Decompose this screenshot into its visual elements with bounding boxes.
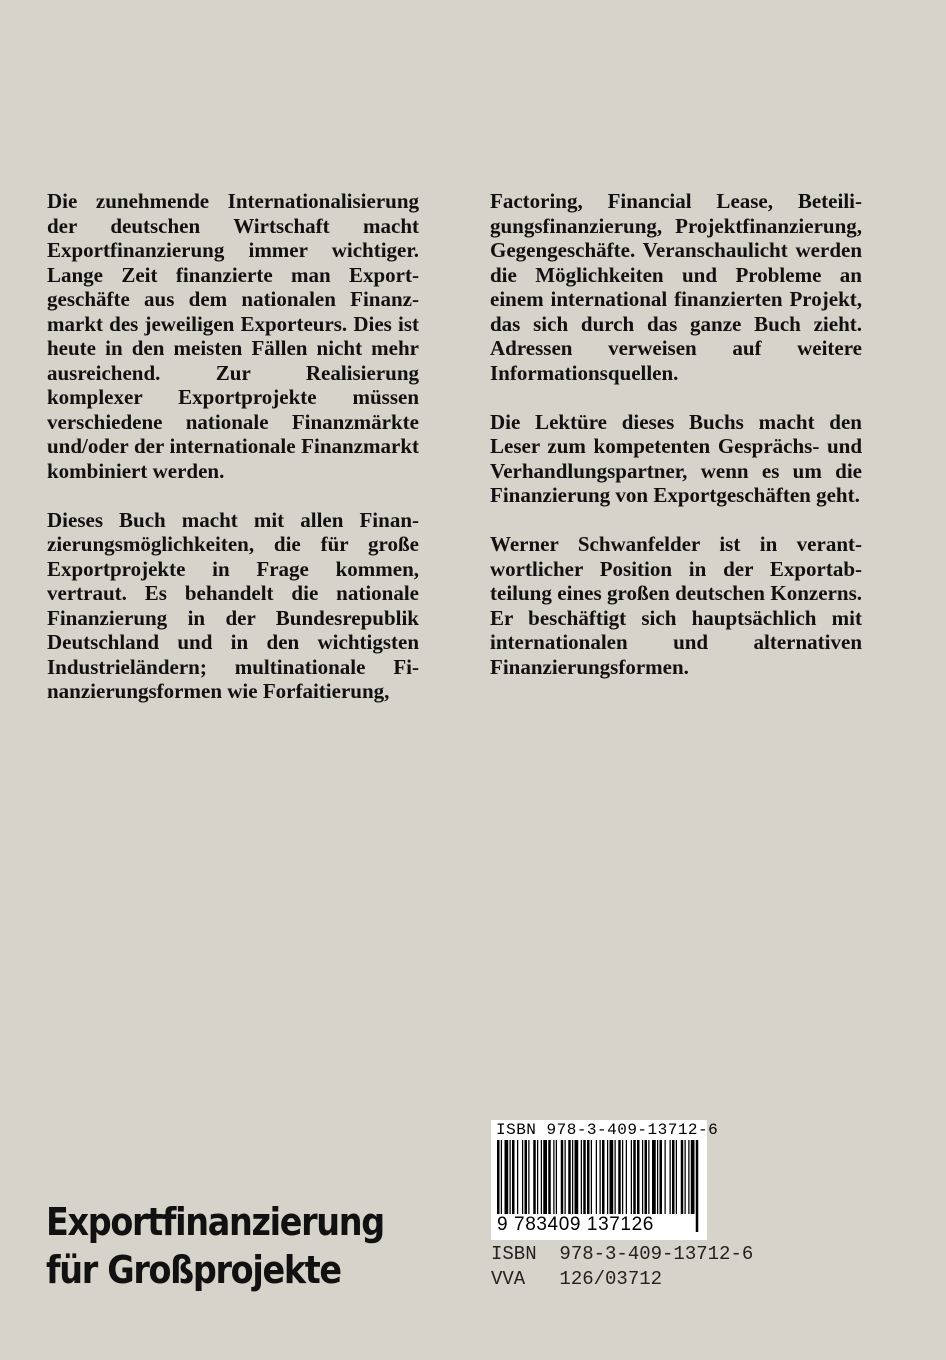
barcode-bar (691, 1140, 695, 1214)
barcode-bar (525, 1140, 528, 1214)
paragraph-financing-forms: Factoring, Financial Lease, Beteiligungsfinanzierung, Projektfinanzierung, Gegengeschäfte. Veranschaulicht werden die Möglichkeiten und Probleme an einem international finanzierten Projekt, das sich durch das ganze Buch zieht. Adressen verweisen auf weitere Informationsquellen. (490, 189, 862, 385)
barcode-bar (633, 1140, 636, 1214)
barcode-bar (676, 1140, 677, 1214)
barcode-bar (672, 1140, 675, 1214)
right-text-column (490, 189, 862, 704)
barcode-bar (615, 1140, 616, 1214)
barcode-bar (510, 1140, 511, 1214)
barcode-bar (533, 1140, 536, 1214)
barcode-bar (631, 1140, 632, 1214)
book-title-line-1: Exportfinanzierung (46, 1200, 384, 1244)
barcode-bar (575, 1140, 579, 1214)
barcode-bar (602, 1140, 605, 1214)
paragraph-book-scope: Dieses Buch macht mit allen Finanzierungsmöglichkeiten, die für große Exportprojekte in Frage kommen, vertraut. Es behandelt die nationale Finanzierung in der Bundesrepublik Deutschland und in den wichtigsten Industrieländern; multinationale Finanzierungsformen wie Forfaitierung, (47, 507, 419, 703)
barcode-bar (572, 1140, 573, 1214)
barcode-bar (505, 1140, 509, 1214)
barcode-digits: 9 783409 137126 (497, 1214, 654, 1235)
paragraph-author-bio: Werner Schwanfelder ist in verantwortlicher Position in der Exportabteilung eines großen deutschen Konzerns. Er beschäftigt sich hauptsächlich mit internationalen und alternativen Finanzierungsformen. (490, 532, 862, 679)
barcode-bar (670, 1140, 671, 1214)
barcode-bar (561, 1140, 564, 1214)
paragraph-intro: Die zunehmende Internationalisierung der deutschen Wirtschaft macht Exportfinanzierung immer wichtiger. Lange Zeit finanzierte man Exportgeschäfte aus dem nationalen Finanzmarkt des jeweiligen Exporteurs. Dies ist heute in den meisten Fällen nicht mehr ausreichend. Zur Realisierung komplexer Exportprojekte müssen verschiedene nationale Finanzmärkte und/oder der internationale Finanzmarkt kombiniert werden. (47, 189, 419, 483)
barcode-bar (645, 1140, 648, 1214)
barcode-bar (568, 1140, 571, 1214)
barcode-bar (556, 1140, 557, 1214)
barcode-bar (622, 1140, 623, 1214)
barcode-bar (607, 1140, 608, 1214)
left-text-column (47, 189, 419, 728)
barcode-bar (688, 1140, 689, 1214)
paragraph-reader-benefit: Die Lektüre dieses Buchs macht den Leser zum kompetenten Gesprächs- und Verhandlungspartner, wenn es um die Finanzierung von Exportgeschäften geht. (490, 409, 862, 507)
barcode-bar (528, 1140, 529, 1214)
barcode-bar (696, 1140, 699, 1232)
barcode-bar (591, 1140, 592, 1214)
barcode-bar (581, 1140, 582, 1214)
barcode-bar (553, 1140, 554, 1214)
book-title-line-2: für Großprojekte (46, 1248, 341, 1292)
barcode-bar (610, 1140, 614, 1214)
barcode-bar (681, 1140, 684, 1214)
barcode-bar (565, 1140, 566, 1214)
barcode-bar (660, 1140, 663, 1214)
barcode-bar (587, 1140, 590, 1214)
barcode-bar (512, 1140, 515, 1214)
barcode-bar (548, 1140, 551, 1214)
barcode (491, 1120, 719, 1240)
barcode-bar (657, 1140, 658, 1214)
barcode-bar (537, 1140, 538, 1214)
barcode-isbn-label: ISBN 978-3-409-13712-6 (496, 1121, 719, 1139)
barcode-bar (665, 1140, 666, 1214)
vva-number: VVA 126/03712 (491, 1268, 663, 1290)
book-title (46, 1198, 384, 1294)
barcode-bar (626, 1140, 627, 1214)
barcode-bar (541, 1140, 542, 1214)
barcode-bar (637, 1140, 640, 1214)
barcode-bar (685, 1140, 686, 1214)
barcode-bar (522, 1140, 523, 1214)
barcode-bar (517, 1140, 518, 1214)
barcode-bar (642, 1140, 643, 1214)
isbn-number: ISBN 978-3-409-13712-6 (491, 1243, 754, 1265)
barcode-bar (543, 1140, 547, 1214)
barcode-bar (652, 1140, 656, 1214)
barcode-bar (618, 1140, 621, 1214)
barcode-bar (583, 1140, 586, 1214)
barcode-bar (648, 1140, 649, 1214)
